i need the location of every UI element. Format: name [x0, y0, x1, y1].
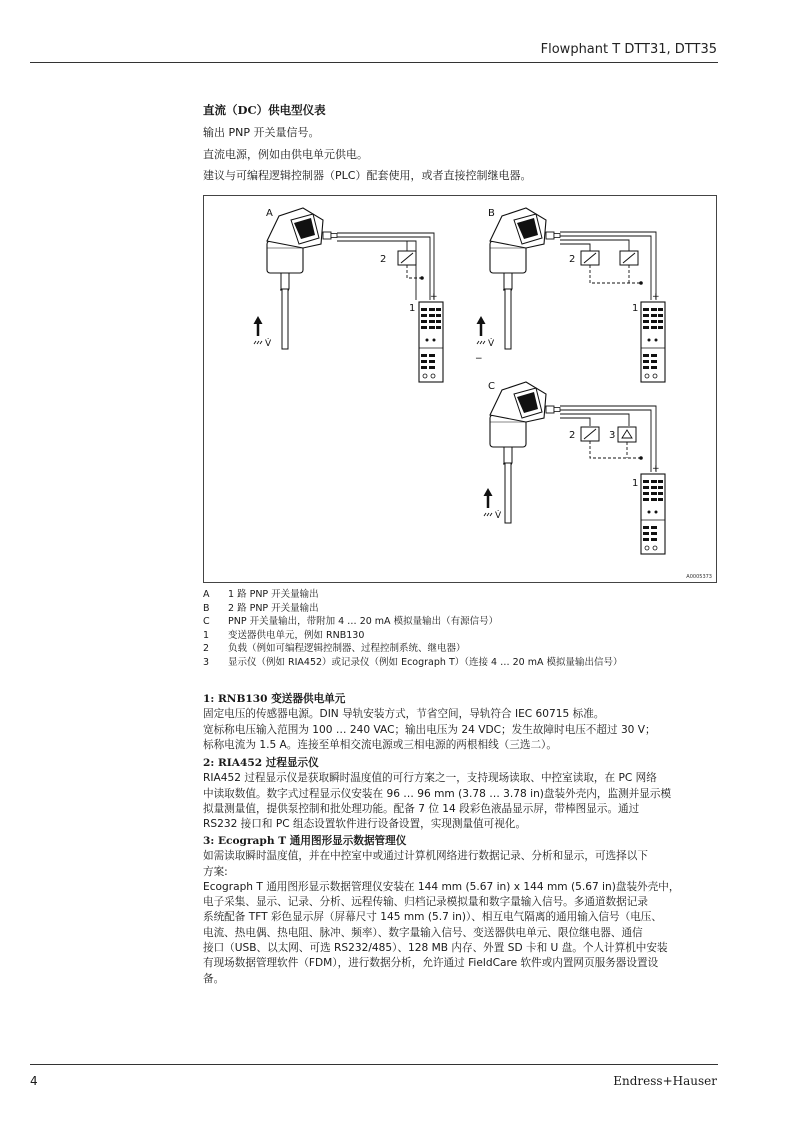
- display-instrument-icon: [618, 427, 636, 442]
- flow-label: V̇: [495, 511, 502, 521]
- block-line: 电流、热电偶、热电阻、脉冲、频率）、数字量输入信号、变送器供电单元、限位继电器、通信: [203, 926, 643, 939]
- block-line: 电子采集、显示、记录、分析、远程传输、归档记录模拟量和数字量输入信号。多通道数据记录: [203, 896, 648, 909]
- load-b2: [620, 251, 638, 265]
- minus-sign: −: [475, 354, 483, 364]
- plus-sign: +: [652, 292, 660, 302]
- legend-item: [203, 629, 622, 643]
- block-line: 宽标称电压输入范围为 100 … 240 VAC；输出电压为 24 VDC；发生故障时电压不超过 30 V；: [203, 723, 656, 736]
- legend-key: A: [203, 589, 210, 600]
- block-line: 方案:: [203, 865, 228, 878]
- legend-text: 1 路 PNP 开关量输出: [228, 589, 319, 600]
- plus-sign: +: [652, 464, 660, 474]
- block-ria452: [203, 756, 718, 832]
- legend-item: [203, 615, 622, 629]
- load-number-c: 2: [569, 430, 576, 441]
- block-title: 2: RIA452 过程显示仪: [203, 757, 319, 769]
- block-line: 接口（USB、以太网、可选 RS232/485）、128 MB 内存、外置 SD 卡和 U 盘。个人计算机中安装: [203, 942, 668, 955]
- panel-a: [254, 208, 444, 382]
- psu-number-a: 1: [409, 303, 416, 314]
- legend-item: [203, 602, 622, 616]
- flow-arrow-icon: [254, 316, 263, 344]
- block-title: 1: RNB130 变送器供电单元: [203, 693, 346, 705]
- block-line: RIA452 过程显示仪是获取瞬时温度值的可行方案之一，支持现场读取、中控室读取，在 PC 网络: [203, 772, 657, 785]
- panel-c: [484, 381, 666, 554]
- block-line: 系统配备 TFT 彩色显示屏（屏幕尺寸 145 mm (5.7 in)）、相互电气隔离的通用输入信号（电压、: [203, 911, 662, 924]
- block-line: 拟量测量值，提供泵控制和批处理功能。配备 7 位 14 段彩色液晶显示屏，带棒图显示。通过: [203, 802, 640, 815]
- flow-arrow-icon: [477, 316, 486, 344]
- block-rnb130: [203, 692, 718, 753]
- block-line: 标称电流为 1.5 A。连接至单相交流电源或三相电源的两根相线（三选二）。: [203, 738, 557, 751]
- legend-text: 变送器供电单元，例如 RNB130: [228, 629, 365, 641]
- load-number-b: 2: [569, 254, 576, 265]
- block-line: 有现场数据管理软件（FDM），进行数据分析，允许通过 FieldCare 软件或内置网页服务器设置设: [203, 957, 659, 970]
- legend-key: C: [203, 616, 210, 627]
- legend-text: PNP 开关量输出，带附加 4 … 20 mA 模拟量输出（有源信号）: [228, 616, 499, 627]
- legend-item: [203, 588, 622, 602]
- block-line: 备。: [203, 972, 225, 985]
- legend-key: 1: [203, 629, 210, 641]
- panel-c-label: C: [488, 381, 495, 392]
- legend-text: 负载（例如可编程逻辑控制器、过程控制系统、继电器）: [228, 643, 466, 654]
- psu-number-c: 1: [632, 478, 639, 489]
- legend-key: 3: [203, 656, 210, 668]
- panel-a-label: A: [266, 208, 273, 219]
- wiring-figure: [203, 195, 717, 583]
- legend-text: 显示仪（例如 RIA452）或记录仪（例如 Ecograph T）（连接 4 … 20 mA 模拟量输出信号）: [228, 656, 623, 668]
- block-line: 如需读取瞬时温度值，并在中控室中或通过计算机网络进行数据记录、分析和显示，可选择以下: [203, 850, 648, 863]
- flow-label: V̇: [265, 339, 272, 349]
- legend-item: [203, 642, 622, 656]
- display-number: 3: [609, 430, 616, 441]
- block-line: RS232 接口和 PC 组态设置软件进行设备设置，实现测量值可视化。: [203, 818, 527, 831]
- page-number: 4: [30, 1074, 38, 1088]
- flow-label: V̇: [488, 339, 495, 349]
- block-title: 3: Ecograph T 通用图形显示数据管理仪: [203, 835, 407, 847]
- figure-id: A0005373: [686, 574, 712, 580]
- footer-rule: [30, 1064, 718, 1065]
- psu-b: [641, 302, 665, 382]
- psu-c: [641, 474, 665, 554]
- load-number-a: 2: [380, 254, 387, 265]
- intro-line-1: 输出 PNP 开关量信号。: [203, 126, 320, 139]
- header-title: Flowphant T DTT31, DTT35: [540, 42, 717, 57]
- legend-key: 2: [203, 643, 210, 654]
- legend-text: 2 路 PNP 开关量输出: [228, 602, 319, 614]
- brand-logo-text: Endress+Hauser: [613, 1074, 717, 1088]
- load-c: [581, 427, 599, 441]
- psu-a: [419, 302, 443, 382]
- block-line: 固定电压的传感器电源。DIN 导轨安装方式，节省空间，导轨符合 IEC 60715 标准。: [203, 708, 605, 721]
- load-a: [398, 251, 416, 265]
- flow-arrow-icon: [484, 488, 493, 516]
- plus-sign: +: [430, 292, 438, 302]
- intro-line-2: 直流电源，例如由供电单元供电。: [203, 148, 368, 161]
- section-title: 直流（DC）供电型仪表: [203, 103, 326, 117]
- header-rule: [30, 62, 718, 63]
- panel-b: [475, 208, 665, 382]
- legend-item: [203, 656, 622, 670]
- legend: [203, 588, 622, 669]
- intro-line-3: 建议与可编程逻辑控制器（PLC）配套使用，或者直接控制继电器。: [203, 169, 532, 182]
- psu-number-b: 1: [632, 303, 639, 314]
- block-line: 中读取数值。数字式过程显示仪安装在 96 … 96 mm (3.78 … 3.78 in)盘装外壳内，监测并显示模: [203, 787, 672, 800]
- load-b1: [581, 251, 599, 265]
- wiring-diagram: [204, 196, 716, 582]
- legend-key: B: [203, 602, 210, 614]
- block-line: Ecograph T 通用图形显示数据管理仪安装在 144 mm (5.67 in) x 144 mm (5.67 in)盘装外壳中，: [203, 880, 680, 893]
- panel-b-label: B: [488, 208, 495, 219]
- block-ecograph: [203, 834, 718, 987]
